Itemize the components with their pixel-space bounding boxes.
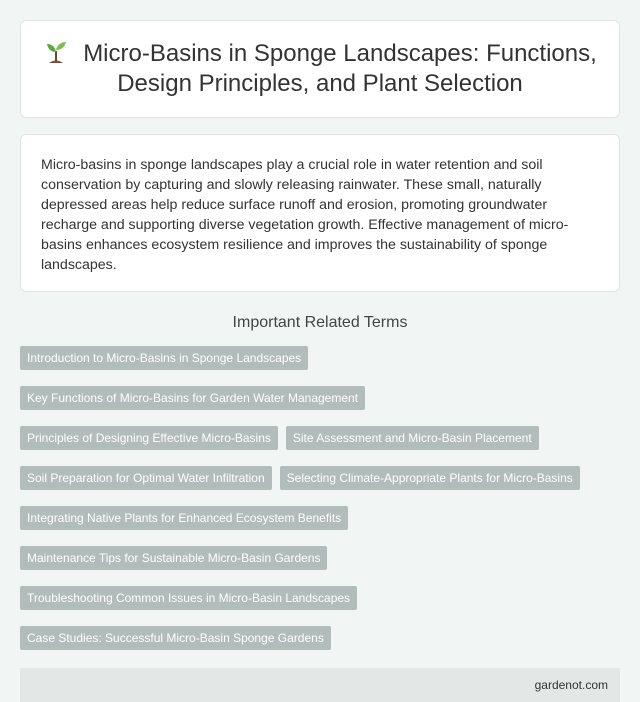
title-card [20, 20, 620, 118]
term-tag[interactable]: Soil Preparation for Optimal Water Infiltration [20, 466, 272, 490]
related-terms-list [20, 346, 620, 650]
term-tag[interactable]: Key Functions of Micro-Basins for Garden Water Management [20, 386, 365, 410]
sprout-icon [43, 39, 69, 65]
footer [20, 668, 620, 702]
page-title-text: Micro-Basins in Sponge Landscapes: Functions, Design Principles, and Plant Selection [83, 40, 597, 97]
intro-card [20, 134, 620, 292]
term-tag[interactable]: Principles of Designing Effective Micro-Basins [20, 426, 278, 450]
term-tag[interactable]: Integrating Native Plants for Enhanced Ecosystem Benefits [20, 506, 348, 530]
term-tag[interactable]: Troubleshooting Common Issues in Micro-Basin Landscapes [20, 586, 357, 610]
page-title [41, 39, 599, 99]
term-tag[interactable]: Case Studies: Successful Micro-Basin Sponge Gardens [20, 626, 331, 650]
intro-text: Micro-basins in sponge landscapes play a crucial role in water retention and soil conservation by capturing and slowly releasing rainwater. These small, naturally depressed areas help reduce surface runoff and erosion, promoting groundwater recharge and supporting diverse vegetation growth. Effective management of micro-basins enhances ecosystem resilience and improves the sustainability of sponge landscapes. [41, 157, 569, 273]
term-tag[interactable]: Maintenance Tips for Sustainable Micro-Basin Gardens [20, 546, 327, 570]
term-tag[interactable]: Site Assessment and Micro-Basin Placement [286, 426, 539, 450]
term-tag[interactable]: Selecting Climate-Appropriate Plants for Micro-Basins [280, 466, 580, 490]
term-tag[interactable]: Introduction to Micro-Basins in Sponge Landscapes [20, 346, 308, 370]
footer-site-link[interactable]: gardenot.com [534, 678, 608, 692]
terms-heading: Important Related Terms [232, 314, 408, 331]
